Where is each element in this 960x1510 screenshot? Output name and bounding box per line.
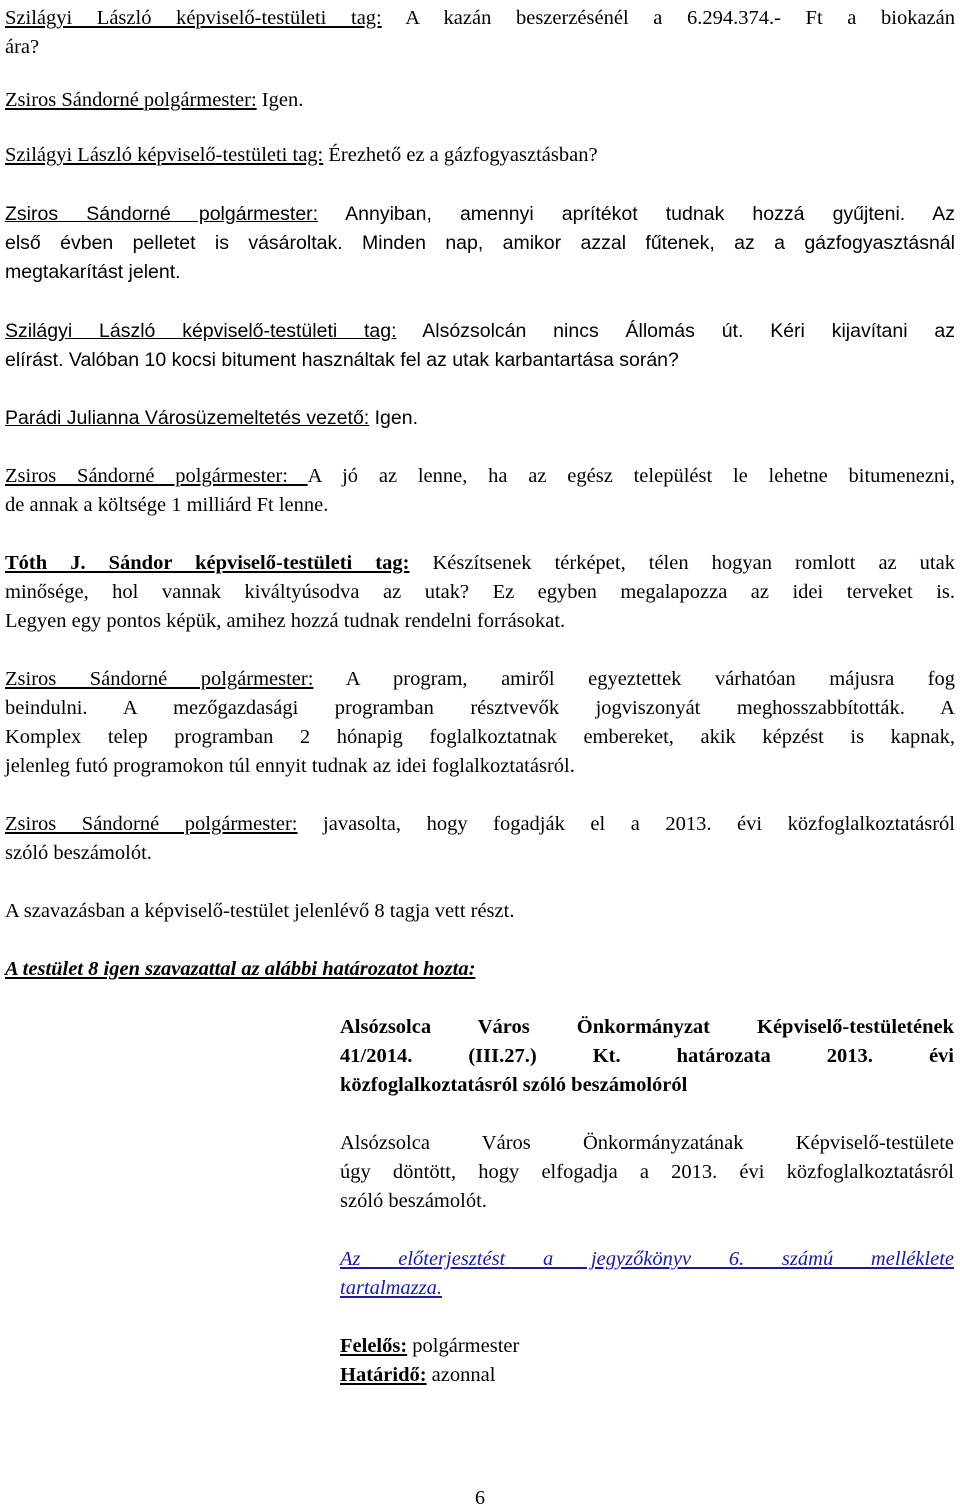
paragraph-line xyxy=(5,86,955,115)
paragraph-line xyxy=(5,404,955,433)
paragraph-line xyxy=(5,665,955,694)
paragraph-line xyxy=(5,462,955,491)
paragraph-line: ára? xyxy=(5,36,40,58)
paragraph-line xyxy=(5,4,955,33)
resolution-title: 41/2014. (III.27.) Kt. határozata 2013. évi xyxy=(340,1045,954,1067)
deadline-label: Határidő: xyxy=(340,1364,427,1386)
resolution-title: Alsózsolca Város Önkormányzat Képviselő-testületének xyxy=(340,1016,954,1038)
paragraph-line xyxy=(5,549,955,578)
speaker-name: Zsiros Sándorné polgármester: xyxy=(5,465,308,487)
resolution-body: szóló beszámolót. xyxy=(340,1190,487,1212)
paragraph-line: megtakarítást jelent. xyxy=(5,261,181,283)
paragraph-text: javasolta, hogy fogadják el a 2013. évi közfoglalkoztatásról xyxy=(297,813,955,835)
speaker-name: Zsiros Sándorné polgármester: xyxy=(5,89,257,111)
responsible-label: Felelős: xyxy=(340,1335,408,1357)
paragraph-text: Igen. xyxy=(369,407,419,429)
responsible-row xyxy=(340,1332,954,1361)
paragraph-text: A jó az lenne, ha az egész települést le lehetne bitumenezni, xyxy=(307,465,955,487)
speaker-name: Zsiros Sándorné polgármester: xyxy=(5,668,314,690)
paragraph-line xyxy=(5,141,955,170)
paragraph-text: Igen. xyxy=(256,89,304,111)
paragraph-text: Készítsenek térképet, télen hogyan romlott az utak xyxy=(409,552,955,574)
paragraph-line: Legyen egy pontos képük, amihez hozzá tudnak rendelni forrásokat. xyxy=(5,610,566,632)
paragraph-line: A szavazásban a képviselő-testület jelenlévő 8 tagja vett részt. xyxy=(5,900,515,922)
paragraph-line: de annak a költsége 1 milliárd Ft lenne. xyxy=(5,494,329,516)
speaker-name: Parádi Julianna Városüzemeltetés vezető: xyxy=(5,407,370,429)
speaker-name: Szilágyi László képviselő-testületi tag: xyxy=(5,7,382,29)
paragraph-line: elírást. Valóban 10 kocsi bitument használtak fel az utak karbantartása során? xyxy=(5,349,679,371)
paragraph-line xyxy=(5,810,955,839)
paragraph-text: Érezhető ez a gázfogyasztásban? xyxy=(323,144,598,166)
speaker-name: Szilágyi László képviselő-testületi tag: xyxy=(5,320,397,342)
page-number: 6 xyxy=(475,1487,485,1509)
deadline-value: azonnal xyxy=(426,1364,496,1386)
resolution-body: Alsózsolca Város Önkormányzatának Képviselő-testülete xyxy=(340,1132,954,1154)
deadline-row xyxy=(340,1361,954,1390)
paragraph-text: Annyiban, amennyi aprítékot tudnak hozzá gyűjteni. Az xyxy=(318,203,955,225)
resolution-title: közfoglalkoztatásról szóló beszámolóról xyxy=(340,1074,688,1096)
paragraph-text: A program, amiről egyeztettek várhatóan májusra fog xyxy=(313,668,956,690)
paragraph-line: minősége, hol vannak kiváltyúsodva az utak? Ez egyben megalapozza az idei terveket is. xyxy=(5,581,955,603)
attachment-link[interactable]: tartalmazza. xyxy=(340,1277,442,1299)
paragraph-line: első évben pelletet is vásároltak. Minden nap, amikor azzal fűtenek, az a gázfogyasztásnál xyxy=(5,232,955,254)
paragraph-text: Alsózsolcán nincs Állomás út. Kéri kijavítani az xyxy=(396,320,955,342)
paragraph-line xyxy=(5,317,955,346)
paragraph-line: beindulni. A mezőgazdasági programban résztvevők jogviszonyát meghosszabbították. A xyxy=(5,697,955,719)
speaker-name: Szilágyi László képviselő-testületi tag: xyxy=(5,144,324,166)
resolution-body: úgy döntött, hogy elfogadja a 2013. évi közfoglalkoztatásról xyxy=(340,1161,954,1183)
paragraph-text: A kazán beszerzésénél a 6.294.374.- Ft a biokazán xyxy=(381,7,955,29)
paragraph-line xyxy=(5,200,955,229)
speaker-name: Zsiros Sándorné polgármester: xyxy=(5,203,319,225)
paragraph-line: szóló beszámolót. xyxy=(5,842,152,864)
speaker-name: Zsiros Sándorné polgármester: xyxy=(5,813,298,835)
resolution-intro: A testület 8 igen szavazattal az alábbi határozatot hozta: xyxy=(5,958,476,980)
responsible-value: polgármester xyxy=(407,1335,520,1357)
speaker-name: Tóth J. Sándor képviselő-testületi tag: xyxy=(5,552,410,574)
paragraph-line: Komplex telep programban 2 hónapig foglalkoztatnak embereket, akik képzést is kapnak, xyxy=(5,726,955,748)
attachment-link[interactable]: Az előterjesztést a jegyzőkönyv 6. számú melléklete xyxy=(340,1248,954,1270)
paragraph-line: jelenleg futó programokon túl ennyit tudnak az idei foglalkoztatásról. xyxy=(5,755,575,777)
